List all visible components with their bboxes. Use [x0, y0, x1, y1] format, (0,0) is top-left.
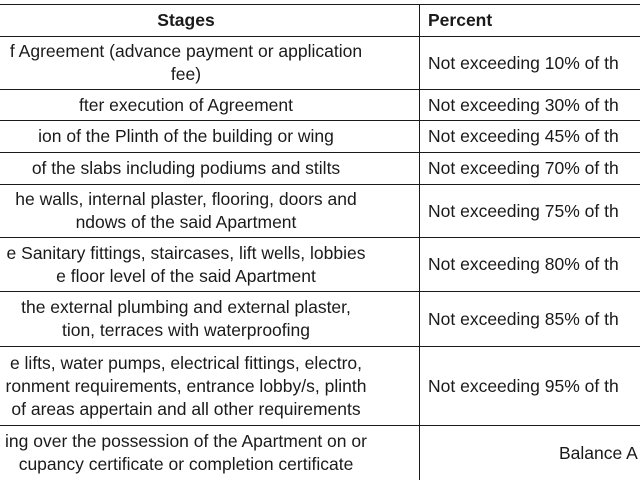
stage-text-line: e floor level of the said Apartment: [56, 265, 316, 286]
stage-cell: [0, 121, 420, 153]
stage-cell: [0, 238, 420, 292]
table-row: [0, 37, 640, 90]
stage-text-line: ion of the Plinth of the building or wing: [38, 126, 334, 146]
table-row: [0, 121, 640, 153]
percentage-cell: Not exceeding 45% of th: [420, 121, 640, 153]
percentage-cell: Not exceeding 70% of th: [420, 153, 640, 185]
table-row: [0, 347, 640, 426]
percentage-cell: Not exceeding 80% of th: [420, 238, 640, 292]
table-row: [0, 426, 640, 480]
stage-text-line: e lifts, water pumps, electrical fittings, electro,: [9, 352, 363, 373]
percentage-cell: Not exceeding 75% of th: [420, 185, 640, 238]
stage-cell: [0, 347, 420, 426]
stage-text-line: of areas appertain and all other requirements: [11, 398, 361, 419]
table-row: [0, 185, 640, 238]
stage-text-line: of the slabs including podiums and stilts: [31, 158, 341, 178]
stage-cell: [0, 90, 420, 121]
payment-stages-table: [0, 4, 640, 480]
percentage-cell: Not exceeding 10% of th: [420, 37, 640, 90]
stage-text-line: e Sanitary fittings, staircases, lift wells, lobbies: [6, 242, 366, 263]
table-row: [0, 292, 640, 347]
stage-cell: [0, 426, 420, 480]
column-header-stages: Stages: [0, 5, 420, 37]
stage-text-line: the external plumbing and external plaster,: [21, 297, 351, 317]
stage-text-line: cupancy certificate or completion certificate: [18, 454, 354, 474]
stage-text-line: tion, terraces with waterproofing: [61, 320, 311, 340]
table-row: [0, 238, 640, 292]
percentage-cell: Balance A: [420, 426, 640, 480]
table-header-row: [0, 5, 640, 37]
percentage-cell: Not exceeding 95% of th: [420, 347, 640, 426]
stage-text-line: ing over the possession of the Apartment on or: [5, 431, 367, 451]
percentage-cell: Not exceeding 30% of th: [420, 90, 640, 121]
stage-text-line: f Agreement (advance payment or application: [9, 41, 363, 61]
column-header-percentage: Percent: [420, 5, 640, 37]
stage-text-line: ndows of the said Apartment: [75, 212, 297, 232]
table-row: [0, 90, 640, 121]
percentage-cell: Not exceeding 85% of th: [420, 292, 640, 347]
stage-text-line: he walls, internal plaster, flooring, doors and: [15, 189, 357, 209]
stage-text-line: fter execution of Agreement: [78, 94, 294, 115]
stage-cell: [0, 185, 420, 238]
stage-cell: [0, 37, 420, 90]
stage-text-line: ronment requirements, entrance lobby/s, plinth: [5, 375, 367, 396]
stage-text-line: fee): [170, 64, 202, 84]
table-row: [0, 153, 640, 185]
stage-cell: [0, 292, 420, 347]
stage-cell: [0, 153, 420, 185]
